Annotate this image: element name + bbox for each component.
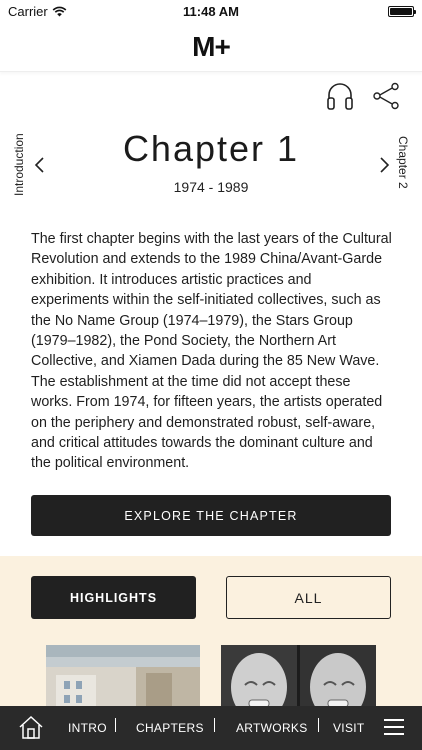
- chevron-right-icon[interactable]: [378, 155, 392, 175]
- artwork-thumbnail[interactable]: [221, 645, 376, 706]
- nav-separator: [214, 718, 215, 732]
- nav-separator: [318, 718, 319, 732]
- headphones-icon[interactable]: [326, 81, 354, 111]
- artworks-section: [0, 556, 422, 706]
- battery-icon: [388, 6, 414, 17]
- nav-intro[interactable]: INTRO: [68, 721, 107, 735]
- artwork-thumbnail[interactable]: [46, 645, 200, 706]
- status-time: 11:48 AM: [183, 4, 239, 19]
- app-header: [0, 22, 422, 72]
- tab-highlights[interactable]: HIGHLIGHTS: [31, 576, 196, 619]
- carrier-label: Carrier: [8, 4, 48, 19]
- prev-chapter-label[interactable]: Introduction: [12, 133, 26, 196]
- app-logo: M+: [192, 31, 230, 62]
- home-icon[interactable]: [18, 714, 44, 740]
- share-icon[interactable]: [372, 82, 400, 110]
- tab-all[interactable]: ALL: [226, 576, 391, 619]
- nav-separator: [115, 718, 116, 732]
- chapter-title: Chapter 1: [122, 128, 300, 169]
- nav-artworks[interactable]: ARTWORKS: [236, 721, 308, 735]
- bottom-nav: [0, 706, 422, 750]
- nav-chapters[interactable]: CHAPTERS: [136, 721, 204, 735]
- next-chapter-label[interactable]: Chapter 2: [396, 136, 410, 189]
- explore-chapter-button[interactable]: EXPLORE THE CHAPTER: [31, 495, 391, 536]
- chapter-dates: 1974 - 1989: [173, 179, 249, 195]
- nav-visit[interactable]: VISIT: [333, 721, 365, 735]
- hamburger-menu-icon[interactable]: [384, 719, 404, 735]
- chapter-description: The first chapter begins with the last years of the Cultural Revolution and extends to the 1989 China/Avant-Garde exhibition. It introduces artistic practices and experiments within the self-initiated collectives, such as the No Name Group (1974–1979), the Stars Group (1979–1982), the Pond Society, the Northern Art Collective, and Xiamen Dada during the 85 New Wave. The establishment at the time did not accept these works. From 1974, for fifteen years, the artists operated on the periphery and demonstrated robust, self-aware, and critical attitudes towards the dominant culture and the political environment.: [31, 231, 392, 472]
- status-bar: [0, 0, 422, 22]
